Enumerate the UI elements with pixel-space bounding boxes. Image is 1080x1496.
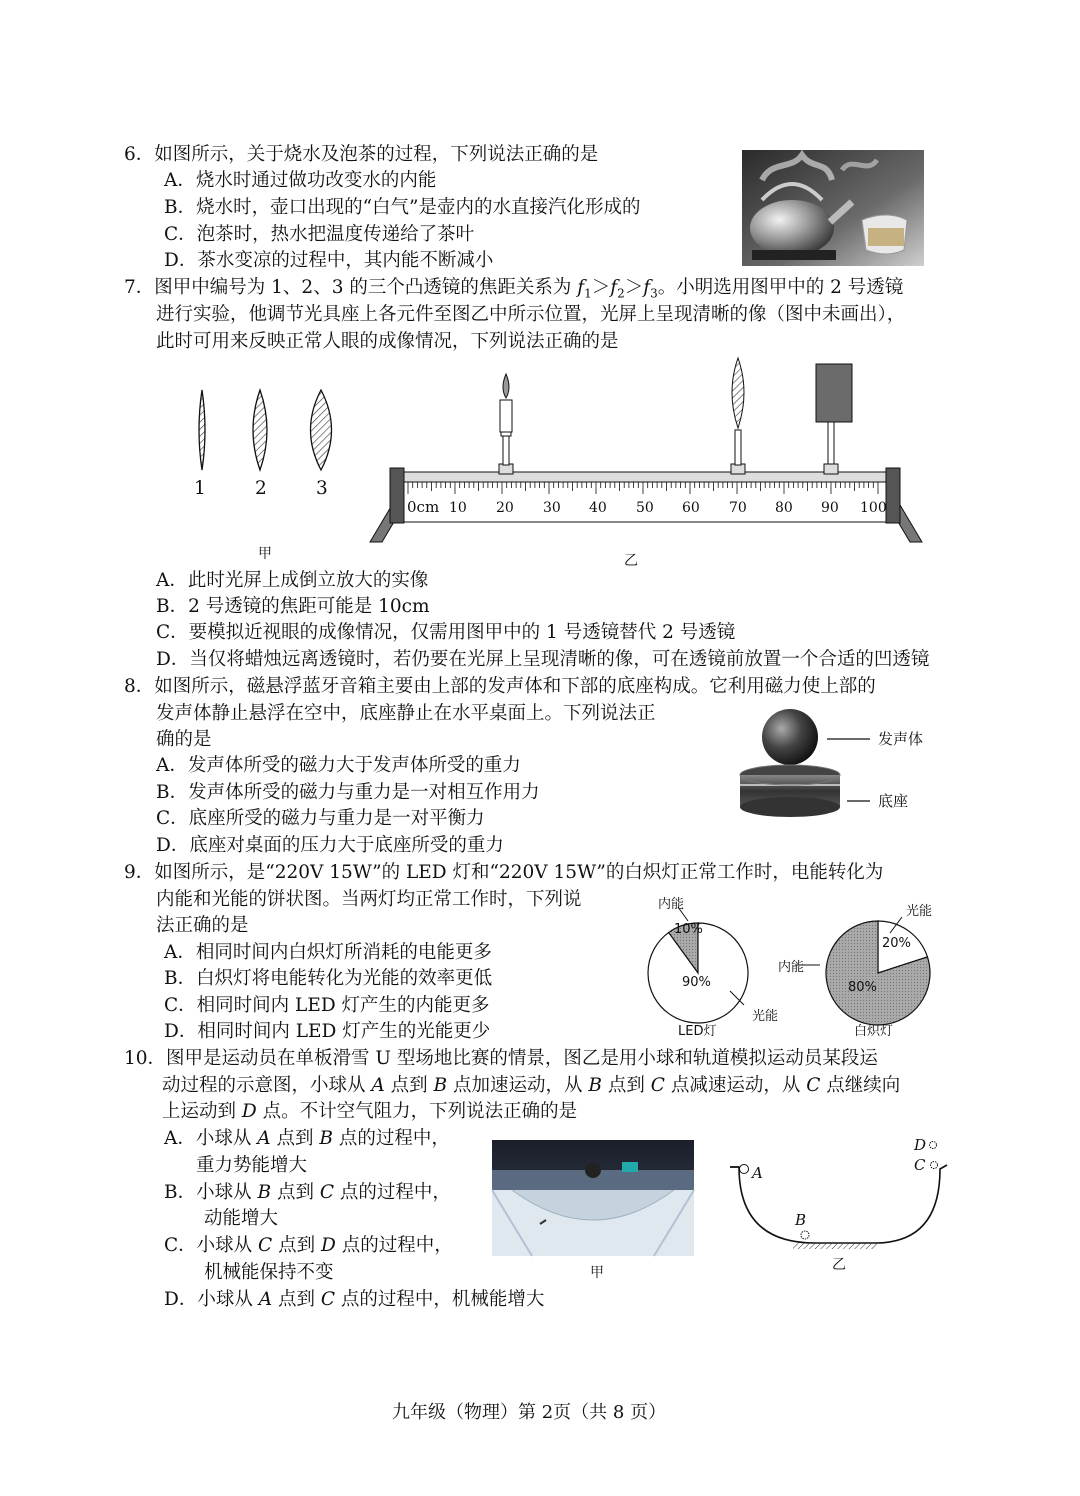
- point-d-label: D: [914, 1136, 927, 1154]
- page-footer: 九年级（物理）第 2页（共 8 页）: [392, 1402, 667, 1423]
- q9-option-a: A．相同时间内白炽灯所消耗的电能更多: [164, 942, 492, 963]
- led-light-label: 光能: [752, 1009, 779, 1024]
- lens-label-2: 2: [255, 478, 267, 499]
- q9-option-b: B．白炽灯将电能转化为光能的效率更低: [164, 968, 493, 989]
- inc-title: 白炽灯: [854, 1024, 894, 1039]
- q9-stem-line-2: 内能和光能的饼状图。当两灯均正常工作时，下列说: [156, 889, 582, 910]
- q8-stem-line-1: 8．如图所示，磁悬浮蓝牙音箱主要由上部的发声体和下部的底座构成。它利用磁力使上部的: [124, 676, 876, 697]
- inc-light-label: 光能: [906, 904, 933, 919]
- ruler-label-80: 80: [775, 500, 793, 516]
- bench-lens: [731, 358, 745, 474]
- ruler-label-60: 60: [682, 500, 700, 516]
- fig-jia-caption: 甲: [258, 546, 272, 562]
- base-label: 底座: [878, 792, 909, 810]
- led-pct-small: 10%: [674, 922, 703, 937]
- q9-stem-line-3: 法正确的是: [156, 915, 249, 936]
- q7-option-c: C．要模拟近视眼的成像情况，仅需用图甲中的 1 号透镜替代 2 号透镜: [156, 622, 736, 643]
- q8-option-c: C．底座所受的磁力与重力是一对平衡力: [156, 808, 485, 829]
- lens-label-1: 1: [194, 478, 206, 499]
- q10-option-b-line-2: 动能增大: [204, 1208, 279, 1229]
- ruler-label-100: 100: [860, 500, 887, 516]
- ruler-label-30: 30: [543, 500, 561, 516]
- lens-3: [311, 390, 332, 470]
- q10-stem-line-2: 动过程的示意图，小球从 A 点到 B 点加速运动，从 B 点到 C 点减速运动，从 C 点继续向: [162, 1075, 901, 1096]
- q10-option-c-line-1: C．小球从 C 点到 D 点的过程中，: [164, 1235, 453, 1256]
- q7-option-d: D．当仅将蜡烛远离透镜时，若仍要在光屏上呈现清晰的像，可在透镜前放置一个合适的凹透镜: [156, 649, 930, 670]
- q8-option-a: A．发声体所受的磁力大于发声体所受的重力: [156, 755, 521, 776]
- inc-pct-big: 80%: [848, 980, 877, 995]
- q10-option-d: D．小球从 A 点到 C 点的过程中，机械能增大: [164, 1289, 545, 1310]
- fig-yi-caption: 乙: [624, 553, 638, 569]
- q6-option-c: C．泡茶时，热水把温度传递给了茶叶: [164, 224, 475, 245]
- lens-2: [253, 390, 267, 470]
- q8-stem-line-2: 发声体静止悬浮在空中，底座静止在水平桌面上。下列说法正: [156, 703, 656, 724]
- q6-option-b: B．烧水时，壶口出现的“白气”是壶内的水直接汽化形成的: [164, 197, 641, 218]
- q7-stem-line-1: 7．图甲中编号为 1、2、3 的三个凸透镜的焦距关系为 $f_1>f_2>f_3$。小明选用图甲中的 2 号透镜: [124, 277, 904, 301]
- q6-stem: 6．如图所示，关于烧水及泡茶的过程，下列说法正确的是: [124, 144, 599, 165]
- inc-inner-label: 内能: [778, 960, 805, 975]
- point-b-label: B: [795, 1211, 807, 1229]
- q6-option-a: A．烧水时通过做功改变水的内能: [164, 170, 437, 191]
- q10-option-a-line-2: 重力势能增大: [196, 1155, 308, 1176]
- point-c-label: C: [914, 1156, 926, 1174]
- q6-option-d: D．茶水变凉的过程中，其内能不断减小: [164, 250, 494, 271]
- q7-stem-line-3: 此时可用来反映正常人眼的成像情况，下列说法正确的是: [156, 331, 619, 352]
- ruler-label-70: 70: [729, 500, 747, 516]
- q8-option-b: B．发声体所受的磁力与重力是一对相互作用力: [156, 782, 540, 803]
- ruler-label-90: 90: [821, 500, 839, 516]
- q10-option-c-line-2: 机械能保持不变: [204, 1262, 334, 1283]
- q7-option-a: A．此时光屏上成倒立放大的实像: [156, 570, 429, 591]
- q7-option-b: B．2 号透镜的焦距可能是 10cm: [156, 596, 430, 617]
- ruler-label-10: 10: [449, 500, 467, 516]
- halfpipe-photo: [492, 1140, 694, 1256]
- kettle-tea-photo: [742, 150, 924, 266]
- maglev-speaker-figure: [735, 705, 955, 830]
- q10-fig-yi-caption: 乙: [832, 1257, 846, 1273]
- point-a-label: A: [752, 1164, 763, 1182]
- ruler-label-0: 0cm: [407, 498, 440, 516]
- pie-slice-光能: [648, 923, 748, 1023]
- q10-stem-line-1: 10．图甲是运动员在单板滑雪 U 型场地比赛的情景，图乙是用小球和轨道模拟运动员某段运: [124, 1048, 878, 1069]
- q7-stem-line-2: 进行实验，他调节光具座上各元件至图乙中所示位置，光屏上呈现清晰的像（图中未画出），: [156, 304, 906, 325]
- candle: [499, 374, 513, 474]
- lens-label-3: 3: [316, 478, 328, 499]
- light-screen: [816, 364, 852, 474]
- q10-fig-jia-caption: 甲: [590, 1265, 604, 1281]
- q10-option-a-line-1: A．小球从 A 点到 B 点的过程中，: [164, 1128, 450, 1149]
- inc-pct-small: 20%: [882, 936, 911, 951]
- q8-option-d: D．底座对桌面的压力大于底座所受的重力: [156, 835, 504, 856]
- q10-stem-line-3: 上运动到 D 点。不计空气阻力，下列说法正确的是: [162, 1101, 578, 1122]
- q8-stem-line-3: 确的是: [156, 729, 212, 750]
- q9-option-d: D．相同时间内 LED 灯产生的光能更少: [164, 1021, 491, 1042]
- lens-1: [199, 390, 205, 470]
- ruler-label-40: 40: [589, 500, 607, 516]
- ruler-label-50: 50: [636, 500, 654, 516]
- led-title: LED灯: [678, 1024, 717, 1039]
- q9-stem-line-1: 9．如图所示，是“220V 15W”的 LED 灯和“220V 15W”的白炽灯正常工作时，电能转化为: [124, 862, 884, 883]
- q9-option-c: C．相同时间内 LED 灯产生的内能更多: [164, 995, 490, 1016]
- ruler-label-20: 20: [496, 500, 514, 516]
- led-inner-label: 内能: [658, 897, 685, 912]
- q10-option-b-line-1: B．小球从 B 点到 C 点的过程中，: [164, 1182, 451, 1203]
- speaker-label: 发声体: [878, 730, 924, 748]
- led-pct-big: 90%: [682, 975, 711, 990]
- optical-bench-figure: [360, 360, 930, 550]
